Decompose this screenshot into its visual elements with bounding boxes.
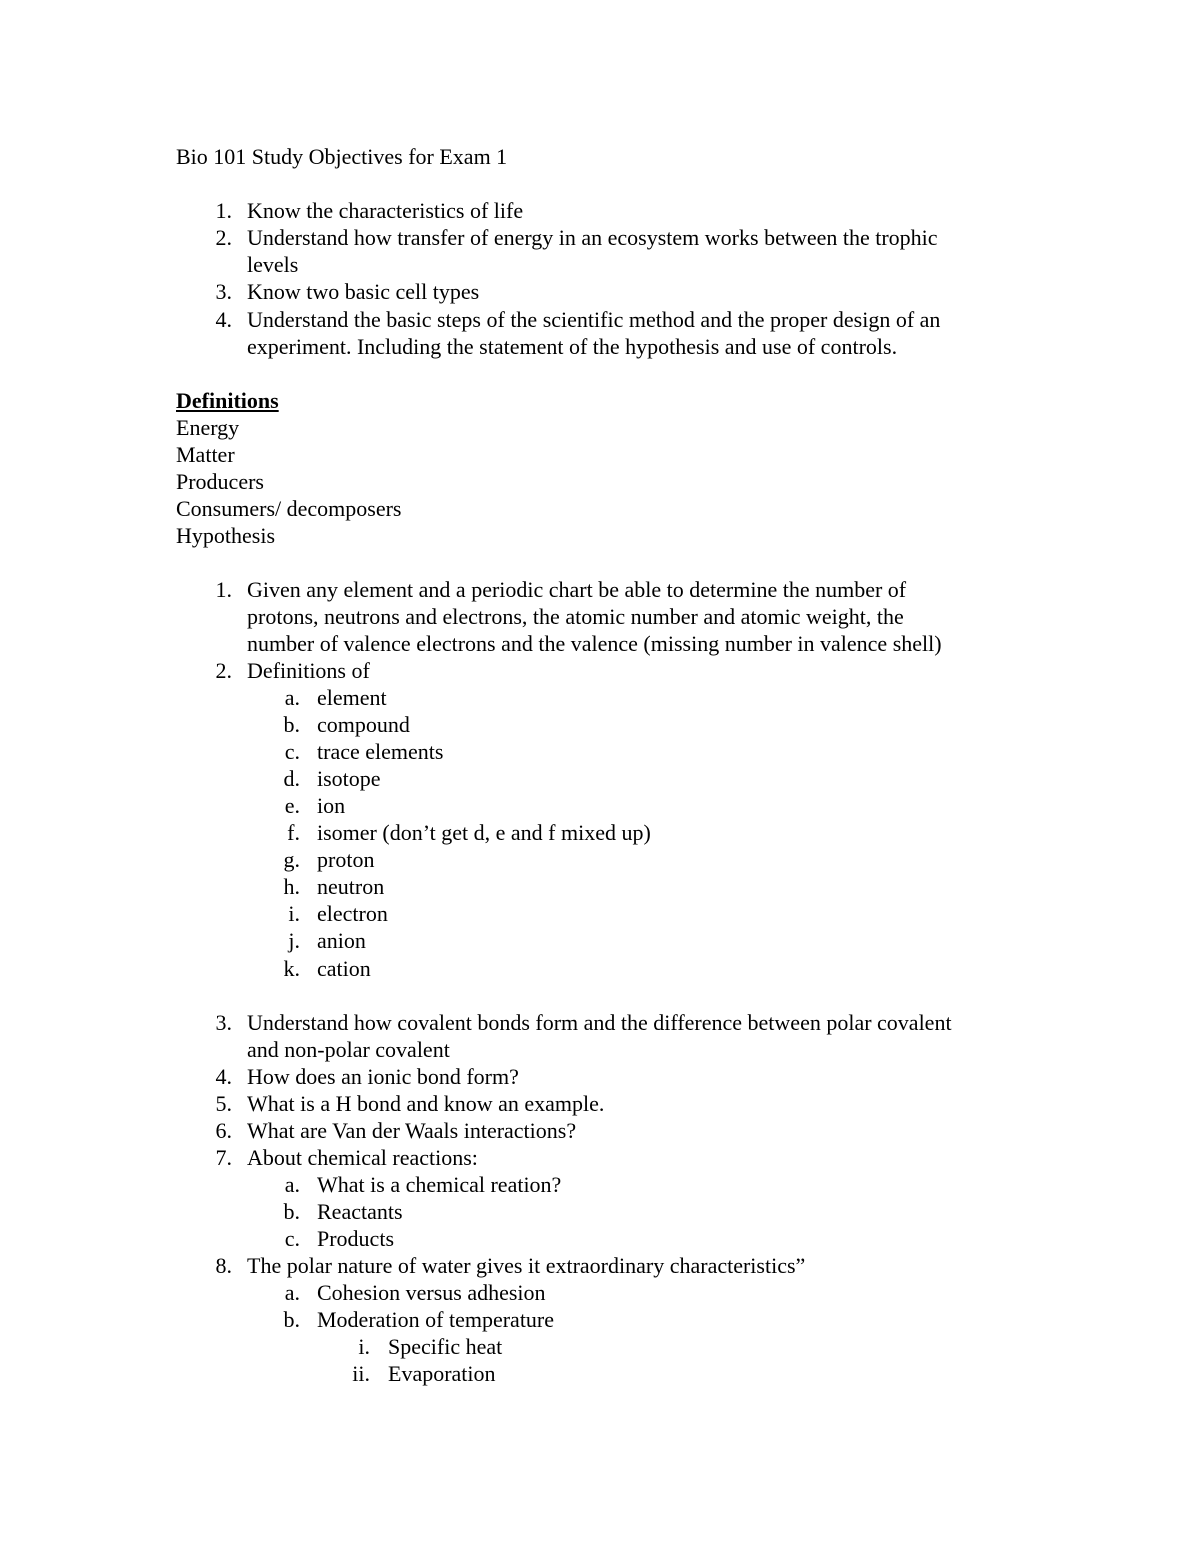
list-item: Know the characteristics of life [247, 198, 524, 223]
sublist-marker: a. [284, 1280, 300, 1305]
sublist-marker: e. [284, 793, 300, 818]
list-item: Understand the basic steps of the scientific method and the proper design of an [247, 307, 941, 332]
sublist-item: trace elements [317, 739, 444, 764]
definitions-heading: Definitions [176, 388, 279, 413]
list-marker: 6. [215, 1118, 232, 1143]
list-marker: 2. [215, 225, 232, 250]
sublist-item: Reactants [317, 1199, 403, 1224]
definition-term: Consumers/ decomposers [176, 496, 402, 521]
list-item-continuation: and non-polar covalent [247, 1037, 450, 1062]
list-marker: 1. [215, 198, 232, 223]
sublist-marker: a. [284, 685, 300, 710]
sublist-item: Moderation of temperature [317, 1307, 555, 1332]
list-item: Understand how covalent bonds form and the difference between polar covalent [247, 1010, 952, 1035]
sublist-item: compound [317, 712, 410, 737]
sublist-item: electron [317, 901, 388, 926]
list-item: What is a H bond and know an example. [247, 1091, 605, 1116]
list-marker: 7. [215, 1145, 232, 1170]
sublist-marker: i. [288, 901, 300, 926]
list-marker: 5. [215, 1091, 232, 1116]
sublist-item: anion [317, 928, 366, 953]
sublist-marker: g. [283, 847, 300, 872]
list-item: Know two basic cell types [247, 279, 480, 304]
sublist-marker: k. [283, 956, 300, 981]
definition-term: Energy [176, 415, 240, 440]
list-marker: 4. [215, 1064, 232, 1089]
sublist-marker: c. [284, 1226, 300, 1251]
sublist-item: ion [317, 793, 346, 818]
sublist-item: Cohesion versus adhesion [317, 1280, 546, 1305]
sublist-item: element [317, 685, 387, 710]
list-item-continuation: number of valence electrons and the valence (missing number in valence shell) [247, 631, 942, 656]
list-item: What are Van der Waals interactions? [247, 1118, 577, 1143]
subsublist-item: Specific heat [388, 1334, 503, 1359]
sublist-item: isotope [317, 766, 381, 791]
subsublist-marker: i. [358, 1334, 370, 1359]
sublist-item: isomer (don’t get d, e and f mixed up) [317, 820, 651, 845]
subsublist-marker: ii. [352, 1361, 370, 1386]
sublist-marker: b. [283, 712, 300, 737]
sublist-item: What is a chemical reation? [317, 1172, 562, 1197]
sublist-item: Products [317, 1226, 394, 1251]
sublist-marker: d. [283, 766, 300, 791]
list-marker: 4. [215, 307, 232, 332]
list-marker: 3. [215, 279, 232, 304]
sublist-marker: b. [283, 1307, 300, 1332]
sublist-item: neutron [317, 874, 385, 899]
definition-term: Hypothesis [176, 523, 275, 548]
list-marker: 1. [215, 577, 232, 602]
list-item: Definitions of [247, 658, 370, 683]
list-item-continuation: levels [247, 252, 299, 277]
list-item: Given any element and a periodic chart be able to determine the number of [247, 577, 907, 602]
sublist-marker: c. [284, 739, 300, 764]
page-title: Bio 101 Study Objectives for Exam 1 [176, 144, 508, 169]
list-marker: 8. [215, 1253, 232, 1278]
list-marker: 3. [215, 1010, 232, 1035]
sublist-marker: f. [287, 820, 300, 845]
list-item: About chemical reactions: [247, 1145, 478, 1170]
subsublist-item: Evaporation [388, 1361, 496, 1386]
list-item: The polar nature of water gives it extraordinary characteristics” [247, 1253, 806, 1278]
sublist-marker: a. [284, 1172, 300, 1197]
sublist-marker: h. [283, 874, 300, 899]
sublist-item: cation [317, 956, 371, 981]
list-item-continuation: experiment. Including the statement of the hypothesis and use of controls. [247, 334, 898, 359]
list-item-continuation: protons, neutrons and electrons, the atomic number and atomic weight, the [247, 604, 904, 629]
sublist-marker: b. [283, 1199, 300, 1224]
list-item: How does an ionic bond form? [247, 1064, 519, 1089]
definition-term: Producers [176, 469, 264, 494]
sublist-item: proton [317, 847, 375, 872]
sublist-marker: j. [288, 928, 300, 953]
list-marker: 2. [215, 658, 232, 683]
definition-term: Matter [176, 442, 235, 467]
list-item: Understand how transfer of energy in an ecosystem works between the trophic [247, 225, 938, 250]
